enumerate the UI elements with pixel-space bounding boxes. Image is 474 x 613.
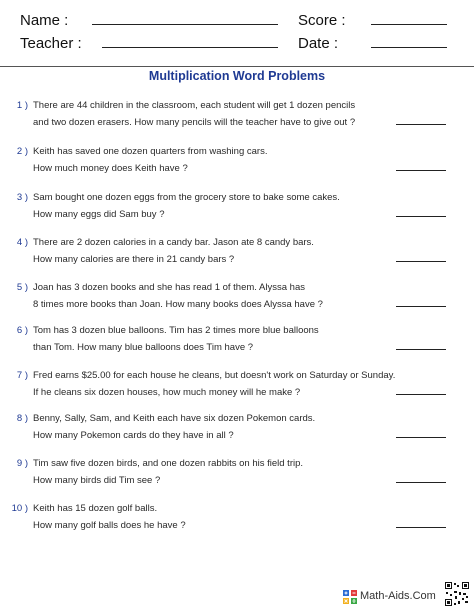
problem-text-line-1: Keith has 15 dozen golf balls. (33, 503, 158, 514)
problem-text-line-2: 8 times more books than Joan. How many books does Alyssa have ? (33, 299, 323, 310)
problem-item (0, 146, 474, 186)
problem-text-line-2: How many golf balls does he have ? (33, 520, 186, 531)
header-divider (0, 66, 474, 67)
problem-item (0, 192, 474, 232)
problem-item (0, 282, 474, 322)
answer-line (396, 170, 446, 171)
problem-number: 4 ) (16, 237, 28, 248)
problem-text-line-2: How many eggs did Sam buy ? (33, 209, 165, 220)
problem-text-line-1: Tom has 3 dozen blue balloons. Tim has 2 times more blue balloons (33, 325, 319, 336)
qr-code-icon (444, 581, 470, 607)
problem-item (0, 100, 474, 140)
problem-text-line-1: Keith has saved one dozen quarters from washing cars. (33, 146, 268, 157)
problem-number: 3 ) (16, 192, 28, 203)
answer-line (396, 306, 446, 307)
problem-item (0, 413, 474, 453)
score-line (371, 24, 447, 25)
problem-number: 2 ) (16, 146, 28, 157)
problem-text-line-2: How many birds did Tim see ? (33, 475, 161, 486)
problem-item (0, 325, 474, 365)
answer-line (396, 124, 446, 125)
score-label: Score : (298, 12, 346, 29)
worksheet-title: Multiplication Word Problems (148, 69, 326, 83)
problem-number: 5 ) (16, 282, 28, 293)
answer-line (396, 394, 446, 395)
problem-text-line-1: Tim saw five dozen birds, and one dozen rabbits on his field trip. (33, 458, 304, 469)
answer-line (396, 349, 446, 350)
problem-text-line-2: How much money does Keith have ? (33, 163, 188, 174)
problem-item (0, 503, 474, 543)
problem-text-line-1: There are 44 children in the classroom, each student will get 1 dozen pencils (33, 100, 356, 111)
problem-text-line-1: Sam bought one dozen eggs from the grocery store to bake some cakes. (33, 192, 340, 203)
problem-text-line-2: How many Pokemon cards do they have in all ? (33, 430, 234, 441)
logo-text: Math-Aids.Com (360, 590, 436, 602)
problem-number: 9 ) (16, 458, 28, 469)
math-symbols-icon (343, 590, 357, 604)
teacher-line (102, 47, 278, 48)
date-line (371, 47, 447, 48)
problem-item (0, 370, 474, 410)
answer-line (396, 216, 446, 217)
problem-text-line-1: Joan has 3 dozen books and she has read 1 of them. Alyssa has (33, 282, 305, 293)
problem-number: 8 ) (16, 413, 28, 424)
problem-number: 6 ) (16, 325, 28, 336)
date-label: Date : (298, 35, 339, 52)
problem-number: 10 ) (11, 503, 28, 514)
problem-text-line-1: There are 2 dozen calories in a candy bar. Jason ate 8 candy bars. (33, 237, 314, 248)
problem-text-line-2: If he cleans six dozen houses, how much money will he make ? (33, 387, 301, 398)
problem-item (0, 237, 474, 277)
answer-line (396, 527, 446, 528)
problem-text-line-1: Benny, Sally, Sam, and Keith each have six dozen Pokemon cards. (33, 413, 316, 424)
problem-number: 7 ) (16, 370, 28, 381)
name-line (92, 24, 278, 25)
problem-text-line-1: Fred earns $25.00 for each house he cleans, but doesn't work on Saturday or Sunday. (33, 370, 396, 381)
answer-line (396, 482, 446, 483)
problem-text-line-2: How many calories are there in 21 candy bars ? (33, 254, 235, 265)
problem-number: 1 ) (16, 100, 28, 111)
teacher-label: Teacher : (20, 35, 82, 52)
answer-line (396, 437, 446, 438)
problem-item (0, 458, 474, 498)
problem-text-line-2: and two dozen erasers. How many pencils will the teacher have to give out ? (33, 117, 356, 128)
name-label: Name : (20, 12, 69, 29)
problem-text-line-2: than Tom. How many blue balloons does Tim have ? (33, 342, 254, 353)
answer-line (396, 261, 446, 262)
